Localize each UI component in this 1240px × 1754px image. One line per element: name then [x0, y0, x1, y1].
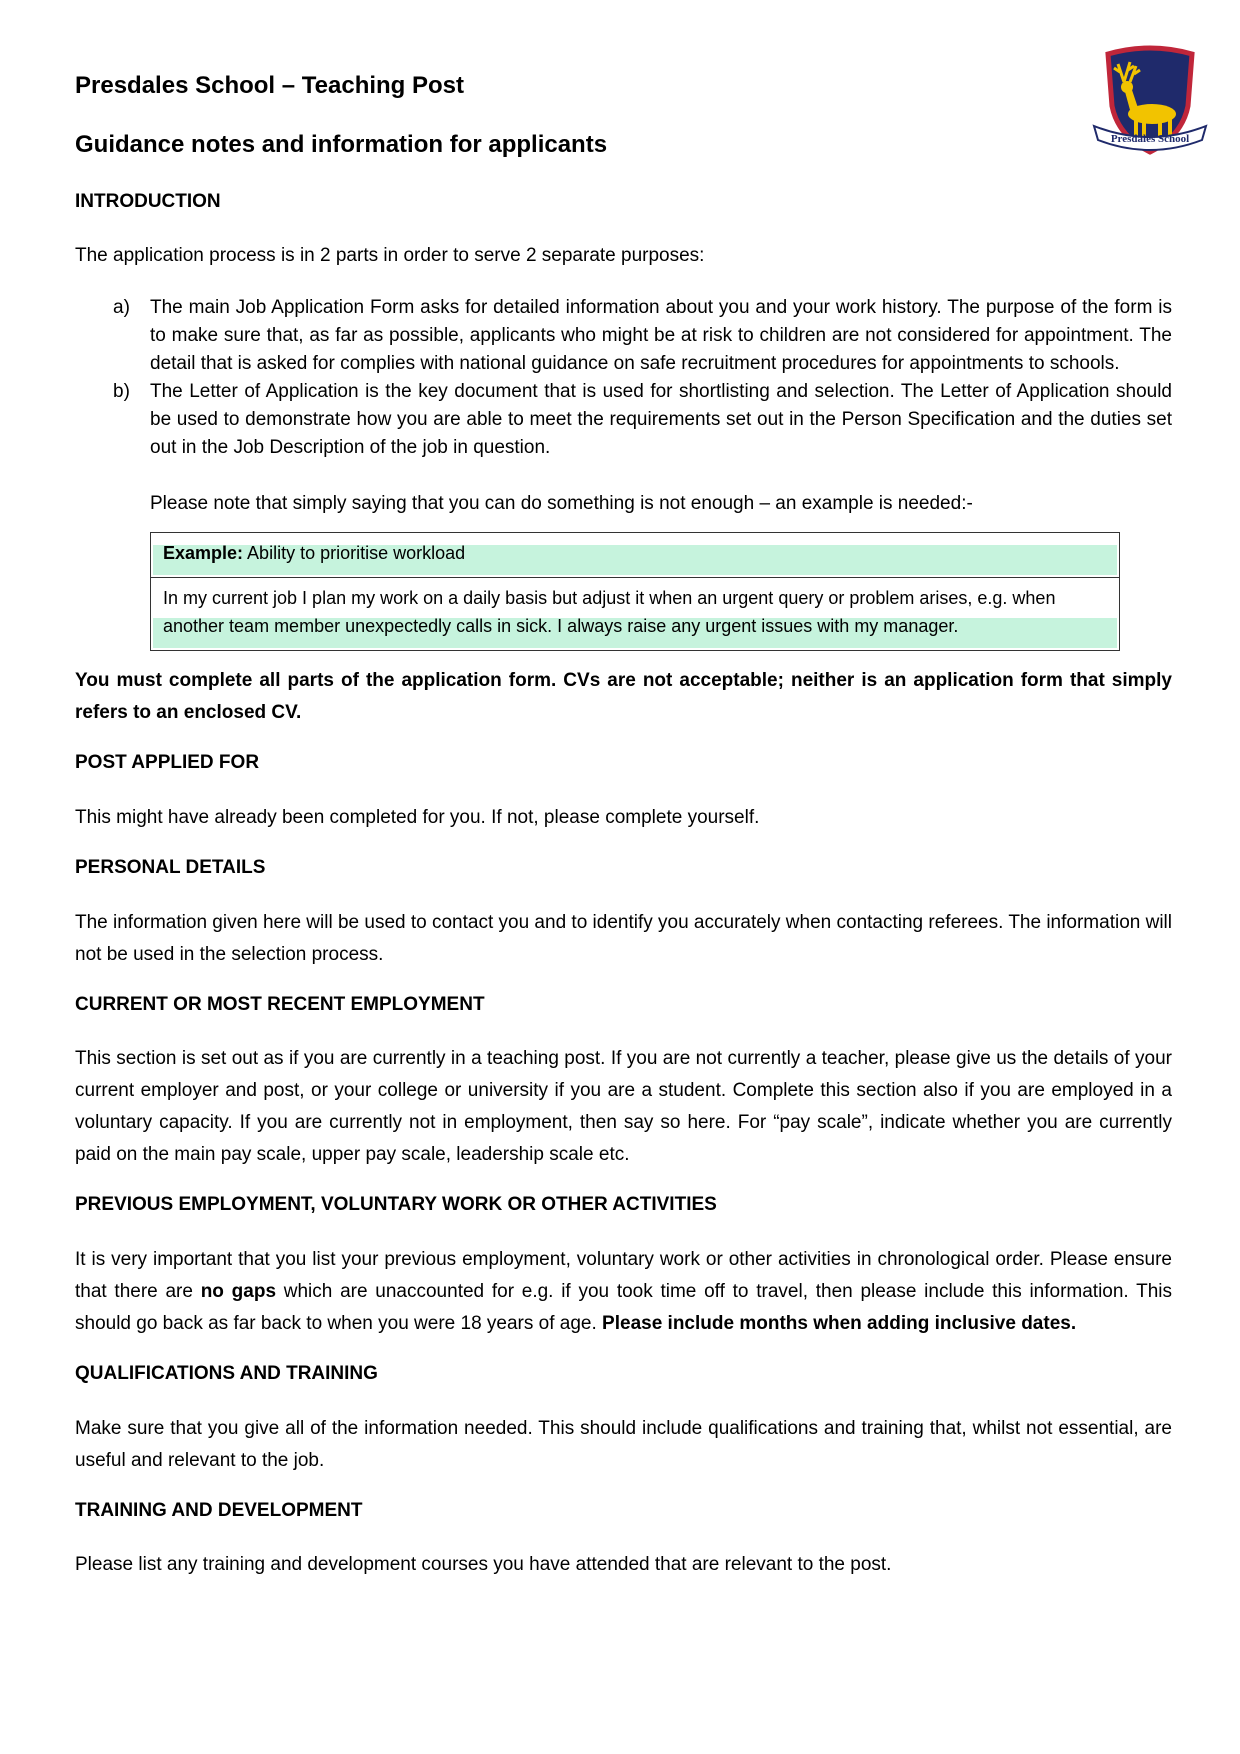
example-body: In my current job I plan my work on a daily basis but adjust it when an urgent query or problem arises, e.g. when another team member unexpectedly calls in sick. I always raise any urgent issues with my manager.	[163, 588, 1056, 637]
training-text: Please list any training and development courses you have attended that are relevant to the post.	[75, 1554, 892, 1576]
page-title: Presdales School – Teaching Post	[75, 72, 465, 99]
section-heading-training: TRAINING AND DEVELOPMENT	[75, 1499, 363, 1521]
example-heading-row	[151, 533, 1119, 577]
previous-bold-b: Please include months when adding inclusive dates.	[602, 1313, 1077, 1335]
qualifications-text: Make sure that you give all of the information needed. This should include qualifications and training that, whilst not essential, are useful and relevant to the job.	[75, 1417, 1172, 1471]
example-note: Please note that simply saying that you can do something is not enough – an example is needed:-	[150, 493, 973, 515]
previous-bold-a: no gaps	[200, 1281, 277, 1303]
example-body-row	[151, 577, 1119, 650]
page-subtitle: Guidance notes and information for applicants	[75, 130, 608, 158]
must-complete-notice: You must complete all parts of the application form. CVs are not acceptable; neither is an application form that simply refers to an enclosed CV.	[75, 670, 1172, 724]
personal-text: The information given here will be used to contact you and to identify you accurately when contacting referees. The information will not be used in the selection process.	[75, 911, 1172, 965]
section-heading-qualifications: QUALIFICATIONS AND TRAINING	[75, 1363, 378, 1385]
previous-text-b: which are unaccounted for e.g. if you took time off to travel, then please include this information. This should go back as far back to when you were 18 years of age.	[75, 1281, 1173, 1335]
example-label-rest: Ability to prioritise workload	[243, 543, 466, 564]
section-heading-introduction: INTRODUCTION	[75, 190, 221, 212]
example-box	[150, 532, 1120, 651]
intro-list	[75, 294, 1172, 462]
current-employment-text: This section is set out as if you are currently in a teaching post. If you are not currently a teacher, please give us the details of your current employer and post, or your college or university if you are a student. Complete this section also if you are employed in a voluntary capacity. If you are currently not in employment, then say so here. For “pay scale”, indicate whether you are currently paid on the main pay scale, upper pay scale, leadership scale etc.	[75, 1048, 1172, 1166]
section-heading-current-employment: CURRENT OR MOST RECENT EMPLOYMENT	[75, 993, 485, 1015]
example-label: Example:	[163, 543, 244, 564]
previous-employment-text	[75, 1244, 1172, 1340]
section-heading-post-applied: POST APPLIED FOR	[75, 752, 260, 774]
intro-text: The application process is in 2 parts in order to serve 2 separate purposes:	[75, 245, 705, 267]
document-page	[75, 72, 1172, 1603]
list-item-text: The Letter of Application is the key document that is used for shortlisting and selection. The Letter of Application should be used to demonstrate how you are able to meet the requirements set out in the Person Specification and the duties set out in the Job Description of the job in question.	[150, 381, 1172, 459]
post-applied-text: This might have already been completed for you. If not, please complete yourself.	[75, 806, 760, 828]
list-marker: a)	[113, 297, 130, 319]
list-item	[75, 294, 1172, 378]
list-marker: b)	[113, 381, 130, 403]
previous-text-a: It is very important that you list your previous employment, voluntary work or other activities in chronological order. Please ensure that there are	[75, 1249, 1172, 1303]
list-item-text: The main Job Application Form asks for detailed information about you and your work history. The purpose of the form is to make sure that, as far as possible, applicants who might be at risk to children are not considered for appointment. The detail that is asked for complies with national guidance on safe recruitment procedures for appointments to schools.	[150, 297, 1172, 375]
logo-ribbon-text: Presdales School	[1110, 133, 1190, 145]
list-item	[75, 378, 1172, 462]
section-heading-personal: PERSONAL DETAILS	[75, 856, 266, 878]
section-heading-previous-employment: PREVIOUS EMPLOYMENT, VOLUNTARY WORK OR OTHER ACTIVITIES	[75, 1194, 717, 1216]
